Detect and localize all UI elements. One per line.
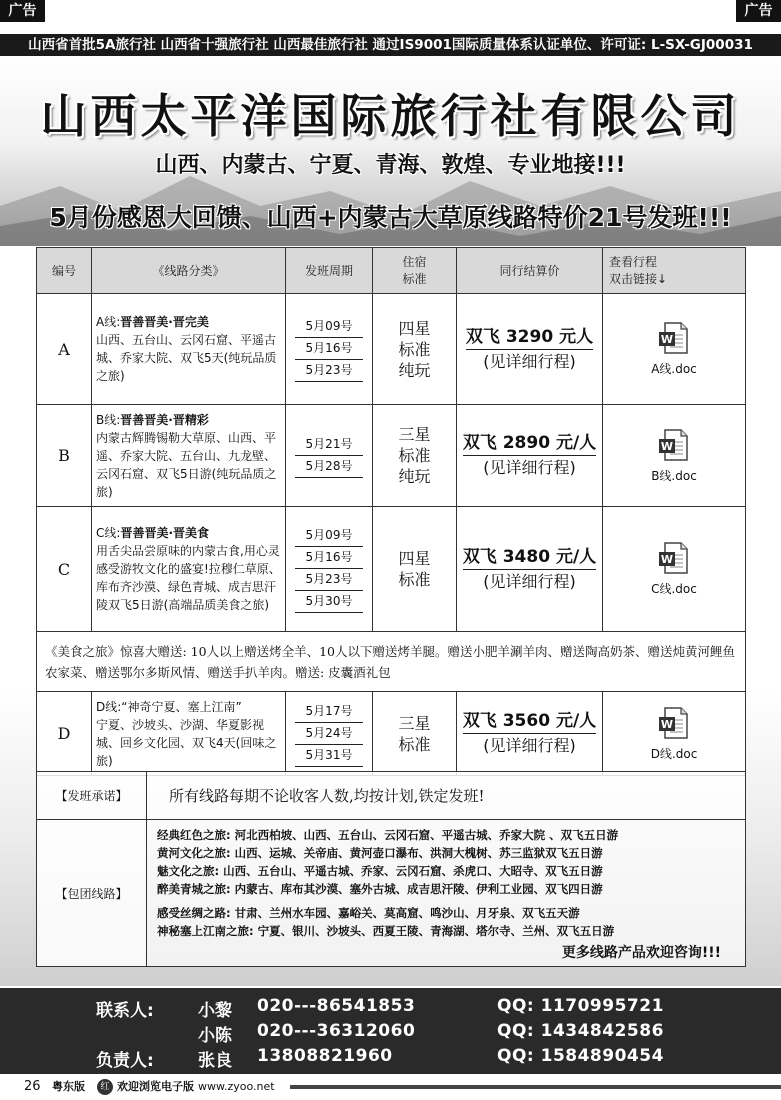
list-item: 魅文化之旅: 山西、五台山、平遥古城、乔家、云冈石窟、杀虎口、大昭寺、双飞五日游 [157, 864, 603, 878]
route-description: B线:晋善晋美·晋精彩 内蒙古辉腾锡勒大草原、山西、平遥、乔家大院、五台山、九龙壁、云冈石窟、双飞5日游(纯玩品质之旅) [92, 405, 286, 507]
more-inquiry-text: 更多线路产品欢迎咨询!!! [561, 945, 721, 961]
certification-bar: 山西省首批5A旅行社 山西省十强旅行社 山西最佳旅行社 通过IS9001国际质量体系认证单位、许可证: L-SX-GJ00031 [0, 34, 781, 56]
table-row [37, 692, 746, 776]
page-number: 26 [24, 1079, 41, 1094]
header-category: 《线路分类》 [92, 248, 286, 294]
routes-table [36, 247, 746, 776]
contact-qq: QQ: 1584890454 [497, 1046, 664, 1066]
word-doc-icon [657, 706, 691, 740]
promo-headline: 5月份感恩大回馈、山西+内蒙古大草原线路特价21号发班!!! [49, 203, 732, 232]
promise-text: 所有线路每期不论收客人数,均按计划,铁定发班! [147, 772, 746, 820]
list-item: 神秘塞上江南之旅: 宁夏、银川、沙坡头、西夏王陵、青海湖、塔尔寺、兰州、双飞五日游 [157, 924, 615, 938]
magazine-logo-icon: 红 [97, 1079, 113, 1095]
route-description: C线:晋善晋美·晋美食 用舌尖品尝原味的内蒙古食,用心灵感受游牧文化的盛宴!拉穆仁草原、库布齐沙漠、绿色青城、成吉思汗陵双飞5日游(高端品质美食之旅) [92, 507, 286, 632]
promise-label: 【发班承诺】 [37, 772, 147, 820]
route-dates: 5月21号 5月28号 [286, 405, 373, 507]
route-price: 双飞 2890 元/人 (见详细行程) [457, 405, 603, 507]
header-schedule: 发班周期 [286, 248, 373, 294]
route-dates: 5月17号 5月24号 5月31号 [286, 692, 373, 776]
route-title: 晋善晋美·晋美食 [120, 526, 209, 540]
group-routes-label: 【包团线路】 [37, 820, 147, 967]
table-row [37, 507, 746, 632]
route-code: A [37, 294, 92, 405]
contact-qq: QQ: 1434842586 [497, 1021, 664, 1041]
promise-and-groups-table [36, 771, 746, 967]
route-stay: 四星 标准 纯玩 [373, 294, 457, 405]
list-item: 感受丝绸之路: 甘肃、兰州水车园、嘉峪关、莫高窟、鸣沙山、月牙泉、双飞五天游 [157, 906, 580, 920]
group-routes-row [37, 820, 746, 967]
contact-qq: QQ: 1170995721 [497, 996, 664, 1016]
contact-row: 联系人: 小黎 020---86541853 QQ: 1170995721 [96, 996, 664, 1021]
route-title: “神奇宁夏、塞上江南” [121, 699, 242, 714]
route-description: D线:“神奇宁夏、塞上江南” 宁夏、沙坡头、沙湖、华夏影视城、回乡文化园、双飞4天(回味之旅) [92, 692, 286, 776]
header-stay: 住宿 标准 [373, 248, 457, 294]
route-dates: 5月09号 5月16号 5月23号 5月30号 [286, 507, 373, 632]
word-doc-icon [657, 321, 691, 355]
route-title: 晋善晋美·晋完美 [120, 315, 209, 329]
contact-row: 负责人: 张良 13808821960 QQ: 1584890454 [96, 1046, 664, 1071]
header-doc: 查看行程 双击链接↓ [603, 248, 746, 294]
list-item: 黄河文化之旅: 山西、运城、关帝庙、黄河壶口瀑布、洪洞大槐树、苏三监狱双飞五日游 [157, 846, 603, 860]
contact-phone: 020---86541853 [257, 996, 416, 1016]
list-item: 醉美青城之旅: 内蒙古、库布其沙漠、塞外古城、成吉思汗陵、伊利工业园、双飞四日游 [157, 882, 603, 896]
ad-tag-left: 广告 [0, 0, 45, 22]
edition-label: 粤东版 [52, 1080, 85, 1093]
route-description: A线:晋善晋美·晋完美 山西、五台山、云冈石窟、平遥古城、乔家大院、双飞5天(纯玩品质之旅) [92, 294, 286, 405]
hero-banner [0, 56, 781, 246]
ad-tag-right: 广告 [736, 0, 781, 22]
svg-text:W: W [660, 333, 674, 346]
route-code: B [37, 405, 92, 507]
doc-link-d[interactable]: W D线.doc [603, 692, 746, 776]
contact-row: 小陈 020---36312060 QQ: 1434842586 [198, 1021, 664, 1046]
company-name: 山西太平洋国际旅行社有限公司 [40, 89, 741, 143]
route-title: 晋善晋美·晋精彩 [120, 412, 209, 427]
route-stay: 三星 标准 [373, 692, 457, 776]
contact-panel [0, 988, 781, 1074]
website-link[interactable]: www.zyoo.net [198, 1080, 275, 1093]
table-row [37, 405, 746, 507]
contact-phone: 13808821960 [257, 1046, 393, 1066]
footer-divider [290, 1085, 781, 1089]
tagline: 山西、内蒙古、宁夏、青海、敦煌、专业地接!!! [155, 153, 626, 178]
route-price: 双飞 3480 元/人 (见详细行程) [457, 507, 603, 632]
header-code: 编号 [37, 248, 92, 294]
route-code: D [37, 692, 92, 776]
word-doc-icon [657, 541, 691, 575]
route-dates: 5月09号 5月16号 5月23号 [286, 294, 373, 405]
table-row [37, 294, 746, 405]
svg-text:W: W [660, 439, 674, 453]
contact-phone: 020---36312060 [257, 1021, 416, 1041]
word-doc-icon [657, 428, 691, 462]
group-routes-list [147, 820, 746, 967]
route-price: 双飞 3290 元人 (见详细行程) [457, 294, 603, 405]
food-gift-row [37, 632, 746, 692]
food-gift-note: 《美食之旅》惊喜大赠送: 10人以上赠送烤全羊、10人以下赠送烤羊腿。赠送小肥羊涮羊肉、赠送陶高奶茶、赠送炖黄河鲤鱼农家菜、赠送鄂尔多斯风情、赠送手扒羊肉。赠送: 皮囊酒礼包 [37, 632, 746, 692]
promise-row [37, 772, 746, 820]
svg-text:W: W [660, 553, 674, 566]
doc-link-c[interactable]: W C线.doc [603, 507, 746, 632]
welcome-text: 欢迎浏览电子版 [117, 1080, 194, 1093]
table-header-row [37, 248, 746, 294]
doc-link-b[interactable]: W B线.doc [603, 405, 746, 507]
page-footer [0, 1074, 781, 1100]
route-price: 双飞 3560 元/人 (见详细行程) [457, 692, 603, 776]
header-price: 同行结算价 [457, 248, 603, 294]
route-code: C [37, 507, 92, 632]
route-stay: 四星 标准 [373, 507, 457, 632]
route-stay: 三星 标准 纯玩 [373, 405, 457, 507]
svg-text:W: W [660, 717, 674, 731]
doc-link-a[interactable]: W A线.doc [603, 294, 746, 405]
list-item: 经典红色之旅: 河北西柏坡、山西、五台山、云冈石窟、平遥古城、乔家大院 、双飞五日游 [157, 828, 619, 842]
